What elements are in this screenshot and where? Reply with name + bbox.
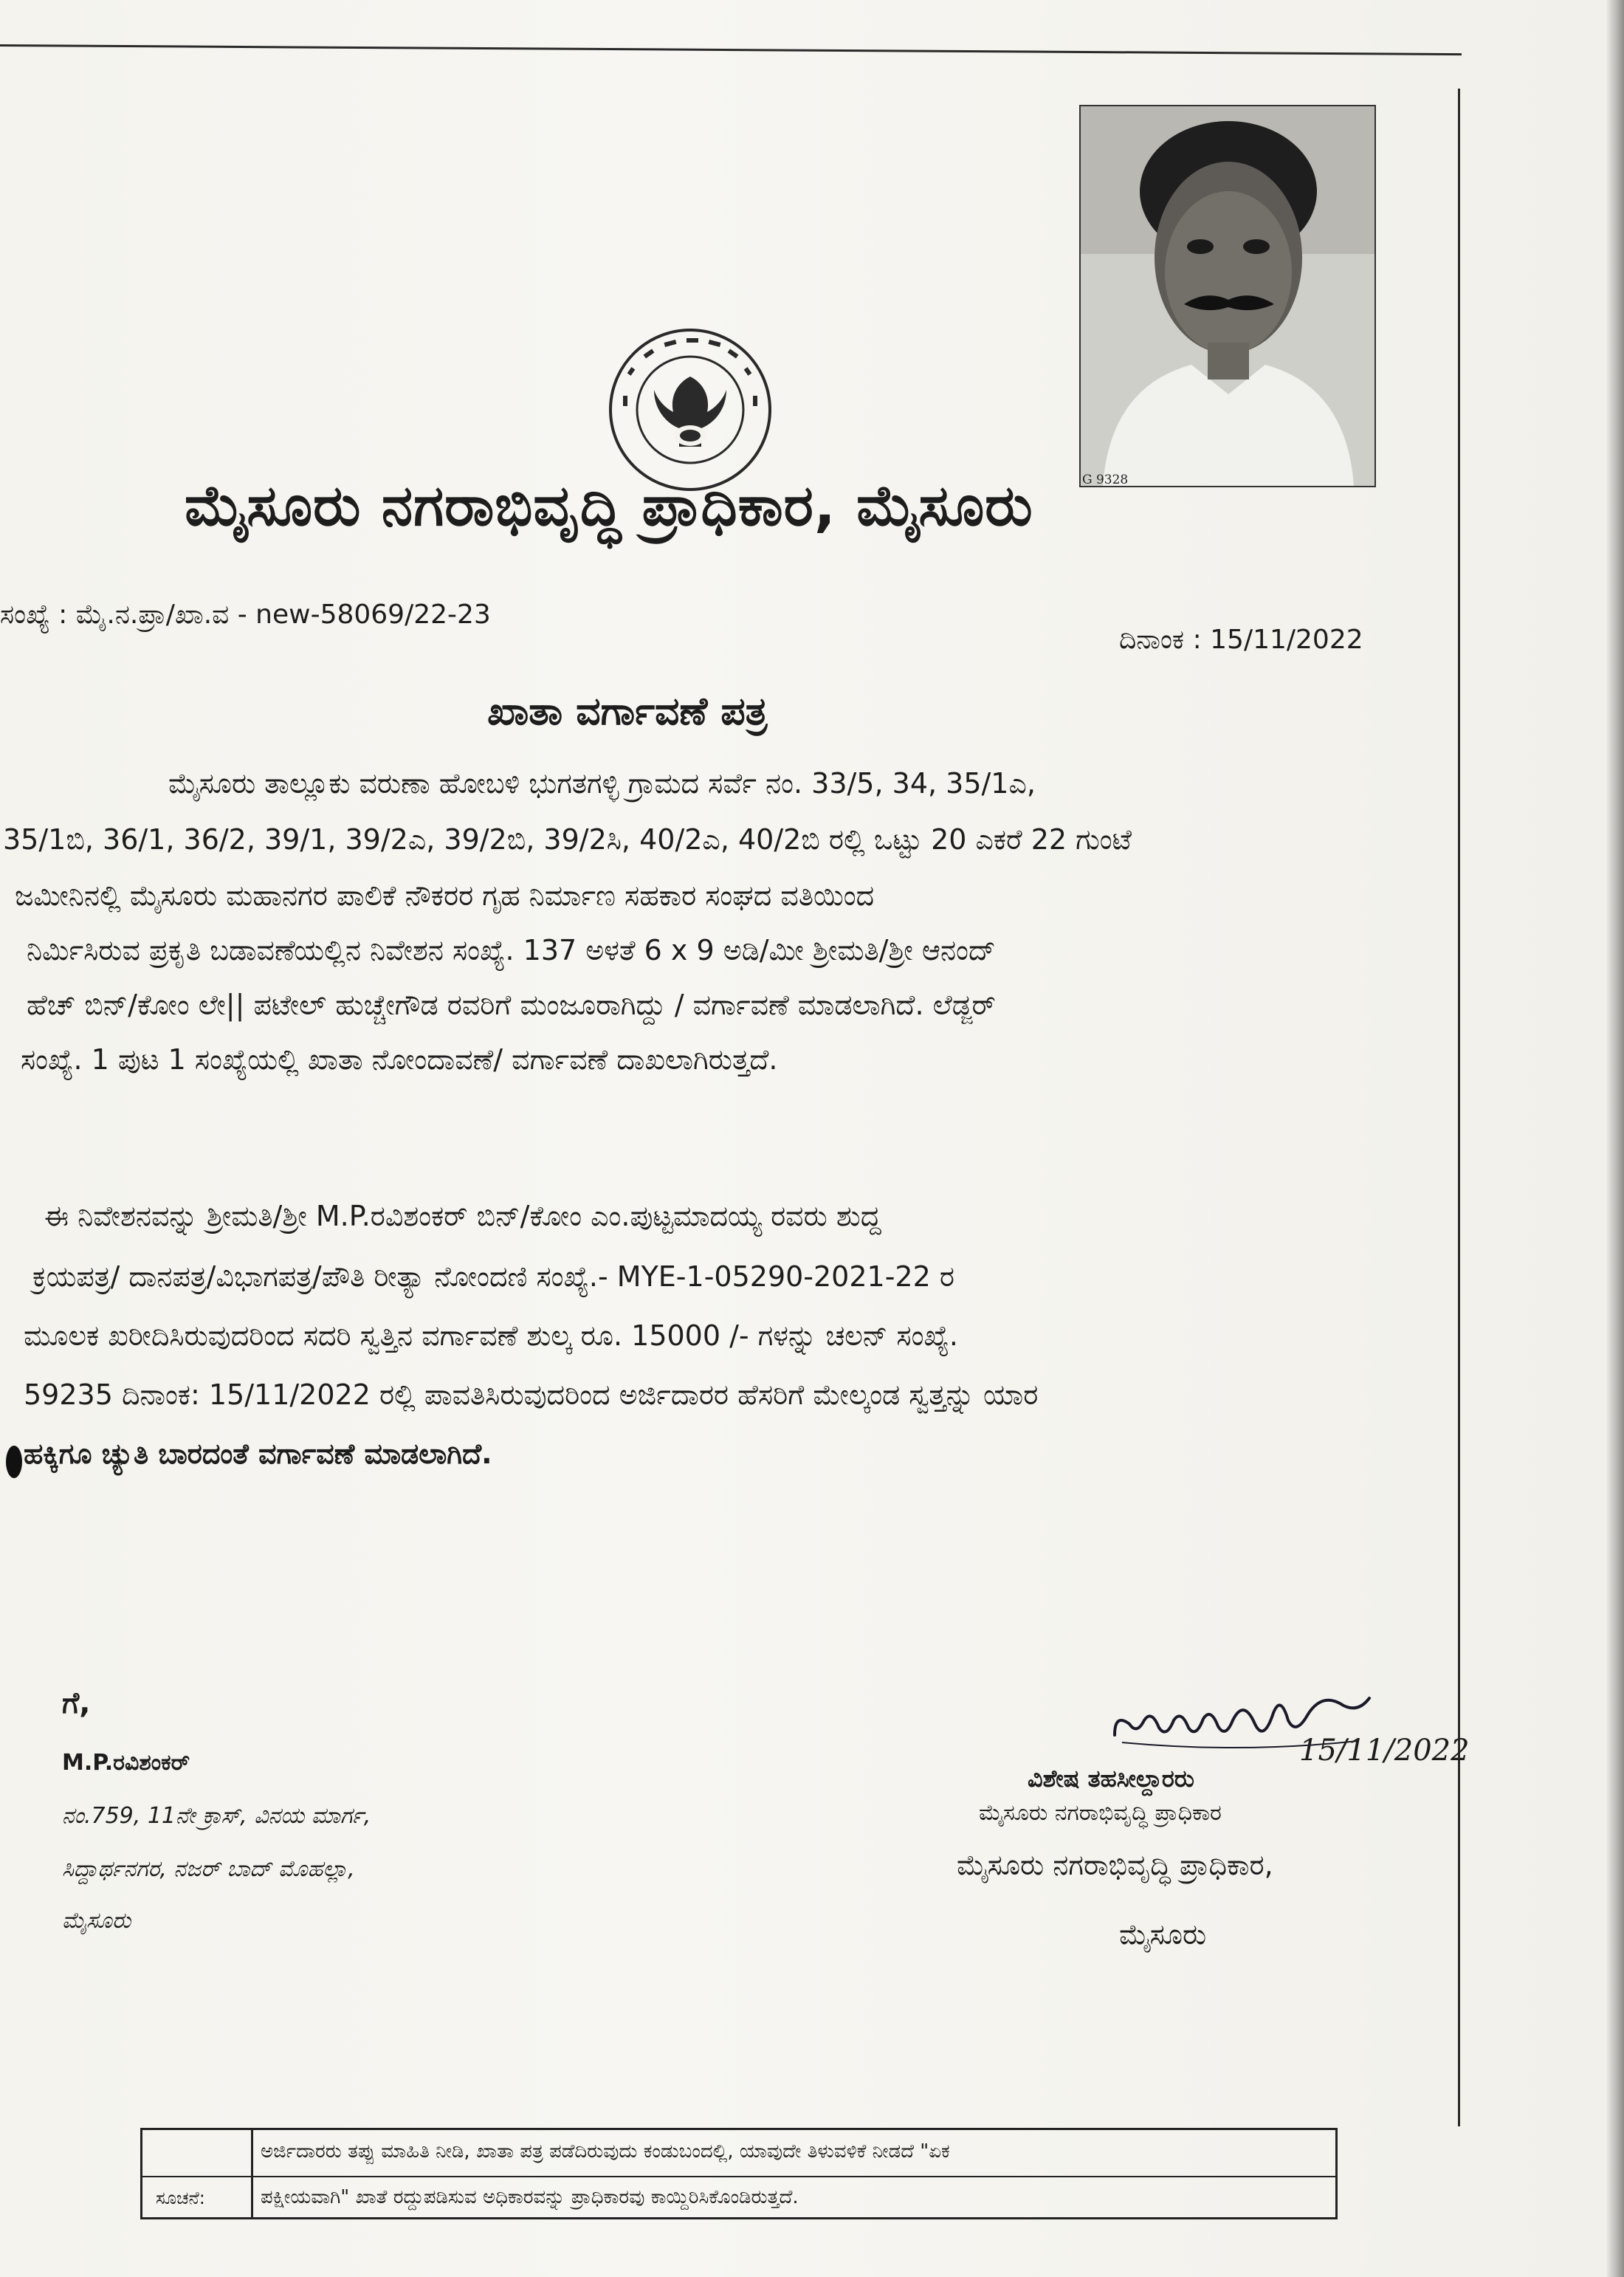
para1-line: ಹೆಚ್ ಬಿನ್/ಕೋಂ ಲೇ|| ಪಟೇಲ್ ಹುಚ್ಚೇಗೌಡ ರವರಿಗೆ ಮಂಜೂರಾಗಿದ್ದು / ವರ್ಗಾವಣೆ ಮಾಡಲಾಗಿದೆ. ಲೆಡ್ಜರ್ [27, 989, 996, 1021]
photo-code: G 9328 [1082, 473, 1129, 487]
punch-hole-mark [6, 1446, 22, 1478]
notice-line: ಪಕ್ಷೀಯವಾಗಿ" ಖಾತೆ ರದ್ದುಪಡಿಸುವ ಅಧಿಕಾರವನ್ನು ಪ್ರಾಧಿಕಾರವು ಕಾಯ್ದಿರಿಸಿಕೊಂಡಿರುತ್ತದೆ. [261, 2186, 799, 2208]
para1-line: ಸಂಖ್ಯೆ. 1 ಪುಟ 1 ಸಂಖ್ಯೆಯಲ್ಲಿ ಖಾತಾ ನೋಂದಾವಣೆ/ ವರ್ಗಾವಣೆ ದಾಖಲಾಗಿರುತ್ತದೆ. [21, 1043, 778, 1076]
officer-authority: ಮೈಸೂರು ನಗರಾಭಿವೃದ್ಧಿ ಪ್ರಾಧಿಕಾರ, [957, 1849, 1273, 1881]
address-line: ಮೈಸೂರು [62, 1908, 131, 1934]
signature-date: 15/11/2022 [1299, 1734, 1470, 1768]
notice-row-divider [142, 2176, 1335, 2177]
para2-line: ಕ್ರಯಪತ್ರ/ ದಾನಪತ್ರ/ವಿಭಾಗಪತ್ರ/ಪೌತಿ ರೀತ್ಯಾ ನೋಂದಣಿ ಸಂಖ್ಯೆ.- MYE-1-05290-2021-22 ರ [32, 1260, 954, 1293]
para2-line: ಈ ನಿವೇಶನವನ್ನು ಶ್ರೀಮತಿ/ಶ್ರೀ M.P.ರವಿಶಂಕರ್ ಬಿನ್/ಕೋಂ ಎಂ.ಪುಟ್ಟಮಾದಯ್ಯ ರವರು ಶುದ್ದ [44, 1200, 881, 1232]
notice-box [140, 2128, 1338, 2219]
para1-line: 35/1ಬಿ, 36/1, 36/2, 39/1, 39/2ಎ, 39/2ಬಿ, 39/2ಸಿ, 40/2ಎ, 40/2ಬಿ ರಲ್ಲಿ ಒಟ್ಟು 20 ಎಕರೆ 22 ಗುಂಟೆ [3, 823, 1132, 856]
addressee-name: M.P.ರವಿಶಂಕರ್ [62, 1750, 190, 1776]
notice-label: ಸೂಚನೆ: [156, 2188, 205, 2208]
stamp-designation: ವಿಶೇಷ ತಹಸೀಲ್ದಾರರು [1028, 1765, 1194, 1793]
page-edge-shadow [1606, 0, 1624, 2277]
address-line: ನಂ.759, 11ನೇ ಕ್ರಾಸ್, ವಿನಯ ಮಾರ್ಗ, [62, 1803, 371, 1829]
para2-line: 59235 ದಿನಾಂಕ: 15/11/2022 ರಲ್ಲಿ ಪಾವತಿಸಿರುವುದರಿಂದ ಅರ್ಜಿದಾರರ ಹೆಸರಿಗೆ ಮೇಲ್ಕಂಡ ಸ್ವತ್ತನ್ನು ಯಾರ [24, 1378, 1039, 1411]
para1-line: ಜಮೀನಿನಲ್ಲಿ ಮೈಸೂರು ಮಹಾನಗರ ಪಾಲಿಕೆ ನೌಕರರ ಗೃಹ ನಿರ್ಮಾಣ ಸಹಕಾರ ಸಂಘದ ವತಿಯಿಂದ [15, 879, 875, 912]
para2-line: ಮೂಲಕ ಖರೀದಿಸಿರುವುದರಿಂದ ಸದರಿ ಸ್ವತ್ತಿನ ವರ್ಗಾವಣೆ ಶುಲ್ಕ ರೂ. 15000 /- ಗಳನ್ನು ಚಲನ್ ಸಂಖ್ಯೆ. [24, 1319, 958, 1352]
issue-date: ದಿನಾಂಕ : 15/11/2022 [1119, 625, 1363, 655]
notice-line: ಅರ್ಜಿದಾರರು ತಪ್ಪು ಮಾಹಿತಿ ನೀಡಿ, ಖಾತಾ ಪತ್ರ ಪಡೆದಿರುವುದು ಕಂಡುಬಂದಲ್ಲಿ, ಯಾವುದೇ ತಿಳುವಳಿಕೆ ನೀಡದೆ "ಏಕ [261, 2140, 950, 2163]
applicant-photo [1079, 105, 1376, 487]
para1-line: ನಿರ್ಮಿಸಿರುವ ಪ್ರಕೃತಿ ಬಡಾವಣೆಯಲ್ಲಿನ ನಿವೇಶನ ಸಂಖ್ಯೆ. 137 ಅಳತೆ 6 x 9 ಅಡಿ/ಮೀ ಶ್ರೀಮತಿ/ಶ್ರೀ ಆನಂದ್ [27, 934, 996, 966]
para2-line: ಹಕ್ಕಿಗೂ ಚ್ಯುತಿ ಬಾರದಂತೆ ವರ್ಗಾವಣೆ ಮಾಡಲಾಗಿದೆ. [24, 1438, 492, 1470]
to-label: ಗೆ, [62, 1686, 91, 1720]
authority-title: ಮೈಸೂರು ನಗರಾಭಿವೃದ್ಧಿ ಪ್ರಾಧಿಕಾರ, ಮೈಸೂರು [185, 473, 1033, 538]
letter-subject: ಖಾತಾ ವರ್ಗಾವಣೆ ಪತ್ರ [487, 690, 768, 734]
officer-city: ಮೈಸೂರು [1119, 1918, 1207, 1951]
para1-line: ಮೈಸೂರು ತಾಲ್ಲೂಕು ವರುಣಾ ಹೋಬಳಿ ಭುಗತಗಳ್ಳಿ ಗ್ರಾಮದ ಸರ್ವೆ ನಂ. 33/5, 34, 35/1ಎ, [168, 767, 1036, 800]
address-line: ಸಿದ್ದಾರ್ಥನಗರ, ನಜರ್ ಬಾದ್ ಮೊಹಲ್ಲಾ, [62, 1856, 355, 1882]
right-border-line [1458, 89, 1460, 2126]
authority-seal [605, 325, 775, 495]
stamp-authority: ಮೈಸೂರು ನಗರಾಭಿವೃದ್ಧಿ ಪ್ರಾಧಿಕಾರ [979, 1800, 1222, 1826]
reference-number: ಸಂಖ್ಯೆ : ಮೈ.ನ.ಪ್ರಾ/ಖಾ.ವ - new-58069/22-23 [0, 600, 491, 630]
